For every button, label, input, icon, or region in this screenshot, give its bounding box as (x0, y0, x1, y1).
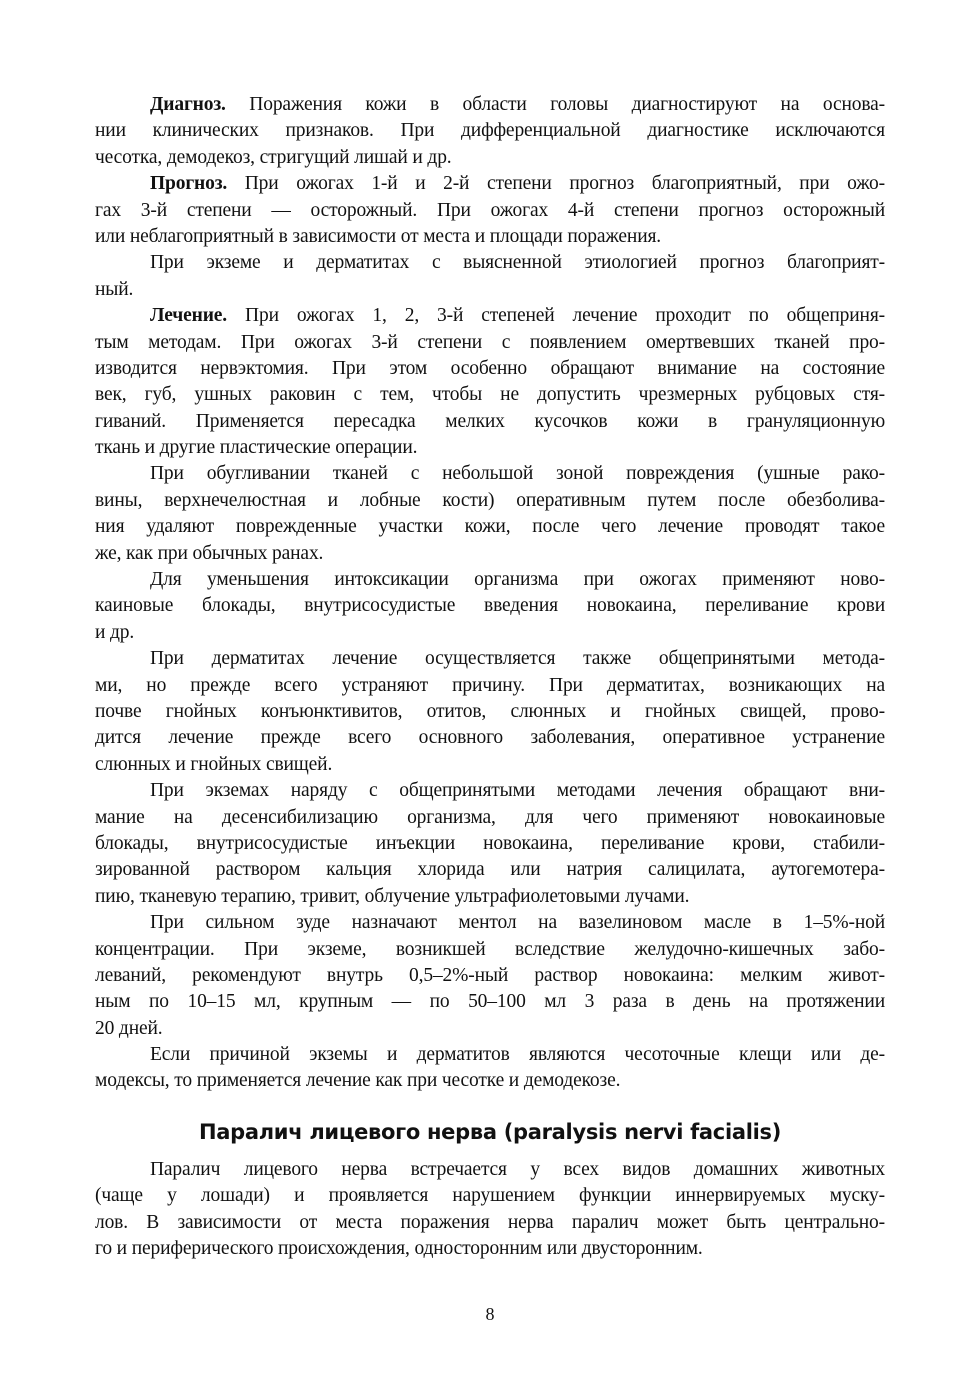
paragraph (95, 250, 885, 303)
line-text: модексы, то применяется лечение как при чесотке и демодекозе. (95, 1070, 621, 1092)
line-text: При ожогах 1-й и 2-й степени прогноз благоприятный, при ожо- (227, 173, 885, 195)
paragraph (95, 303, 885, 461)
text-line (95, 778, 885, 804)
line-text: дится лечение прежде всего основного заболевания, оперативное устранение (95, 727, 885, 749)
document-page (95, 92, 885, 1262)
line-text: 20 дней. (95, 1017, 163, 1039)
text-line (95, 1210, 885, 1236)
line-text: изводится нервэктомия. При этом особенно обращают внимание на состояние (95, 357, 885, 379)
text-line (95, 857, 885, 883)
page-number: 8 (485, 1304, 495, 1324)
text-line (95, 805, 885, 831)
text-line (95, 910, 885, 936)
line-text: леваний, рекомендуют внутрь 0,5–2%-ный раствор новокаина: мелким живот- (95, 964, 885, 986)
line-text: чесотка, демодекоз, стригущий лишай и др. (95, 146, 452, 168)
line-text: При экземе и дерматитах с выясненной этиологией прогноз благоприят- (150, 252, 885, 274)
text-line (95, 145, 885, 171)
text-line (95, 1236, 885, 1262)
text-line (95, 699, 885, 725)
line-text: ткань и другие пластические операции. (95, 437, 418, 459)
line-text: вины, верхнечелюстная и лобные кости) оперативным путем после обезболива- (95, 489, 885, 511)
text-line (95, 567, 885, 593)
text-line (95, 92, 885, 118)
paragraph (95, 1042, 885, 1095)
line-text: тым методам. При ожогах 3-й степени с появлением омертвевших тканей про- (95, 331, 885, 353)
text-line (95, 198, 885, 224)
line-text: ми, но прежде всего устраняют причину. При дерматитах, возникающих на (95, 674, 885, 696)
line-text: го и периферического происхождения, односторонним или двусторонним. (95, 1238, 703, 1260)
text-line (95, 1183, 885, 1209)
line-text: мание на десенсибилизацию организма, для чего применяют новокаиновые (95, 806, 885, 828)
line-text: каиновые блокады, внутрисосудистые введения новокаина, переливание крови (95, 595, 885, 617)
text-line (95, 1042, 885, 1068)
text-line (95, 646, 885, 672)
line-text: лов. В зависимости от места поражения нерва паралич может быть центрально- (95, 1211, 885, 1233)
text-line (95, 1016, 885, 1042)
line-text: или неблагоприятный в зависимости от места и площади поражения. (95, 225, 662, 247)
text-line (95, 461, 885, 487)
paragraph (95, 1157, 885, 1263)
text-line (95, 752, 885, 778)
line-text: ный. (95, 278, 134, 300)
text-line (95, 514, 885, 540)
line-text: При экземах наряду с общепринятыми методами лечения обращают вни- (150, 780, 885, 802)
line-text: концентрации. При экземе, возникшей вследствие желудочно-кишечных забо- (95, 938, 885, 960)
text-line (95, 593, 885, 619)
line-text: почве гнойных конъюнктивитов, отитов, слюнных и гнойных свищей, прово- (95, 700, 885, 722)
paragraph (95, 92, 885, 171)
text-line (95, 673, 885, 699)
text-line (95, 725, 885, 751)
line-text: Для уменьшения интоксикации организма при ожогах применяют ново- (150, 569, 885, 591)
text-line (95, 356, 885, 382)
line-text: При ожогах 1, 2, 3-й степеней лечение проходит по общеприня- (227, 305, 885, 327)
line-text: гах 3-й степени — осторожный. При ожогах 4-й степени прогноз осторожный (95, 199, 885, 221)
line-text: Паралич лицевого нерва встречается у всех видов домашних животных (150, 1158, 885, 1180)
paragraph (95, 646, 885, 778)
text-line (95, 303, 885, 329)
body-text-section-2 (95, 1157, 885, 1263)
line-text: слюнных и гнойных свищей. (95, 753, 333, 775)
text-line (95, 382, 885, 408)
text-line (95, 118, 885, 144)
line-text: При обугливании тканей с небольшой зоной повреждения (ушные рако- (150, 463, 885, 485)
text-line (95, 409, 885, 435)
text-line (95, 1068, 885, 1094)
line-text: же, как при обычных ранах. (95, 542, 324, 564)
text-line (95, 488, 885, 514)
text-line (95, 541, 885, 567)
line-text: ния удаляют поврежденные участки кожи, после чего лечение проводят такое (95, 516, 885, 538)
paragraph (95, 171, 885, 250)
text-line (95, 989, 885, 1015)
text-line (95, 620, 885, 646)
text-line (95, 435, 885, 461)
line-text: век, губ, ушных раковин с тем, чтобы не допустить чрезмерных рубцовых стя- (95, 384, 885, 406)
text-line (95, 171, 885, 197)
text-line (95, 277, 885, 303)
line-text: зированной раствором кальция хлорида или натрия салицилата, аутогемотера- (95, 859, 885, 881)
line-text: блокады, внутрисосудистые инъекции новокаина, переливание крови, стабили- (95, 832, 885, 854)
text-line (95, 884, 885, 910)
section-heading: Паралич лицевого нерва (paralysis nervi facialis) (198, 1119, 782, 1144)
paragraph (95, 778, 885, 910)
paragraph (95, 910, 885, 1042)
line-text: нии клинических признаков. При дифференциальной диагностике исключаются (95, 120, 885, 142)
line-text: При дерматитах лечение осуществляется также общепринятыми метода- (150, 648, 885, 670)
paragraph-lead: Диагноз. (150, 94, 226, 115)
paragraph-lead: Лечение. (150, 305, 228, 327)
text-line (95, 224, 885, 250)
text-line (95, 250, 885, 276)
body-text-section (95, 92, 885, 1095)
text-line (95, 1157, 885, 1183)
paragraph (95, 461, 885, 567)
line-text: При сильном зуде назначают ментол на вазелиновом масле в 1–5%-ной (150, 912, 885, 934)
text-line (95, 963, 885, 989)
line-text: ным по 10–15 мл, крупным — по 50–100 мл 3 раза в день на протяжении (95, 991, 885, 1013)
paragraph-lead: Прогноз. (150, 173, 228, 195)
line-text: Поражения кожи в области головы диагностируют на основа- (225, 94, 885, 115)
line-text: пию, тканевую терапию, тривит, облучение ультрафиолетовыми лучами. (95, 885, 690, 907)
text-line (95, 831, 885, 857)
line-text: и др. (95, 621, 135, 643)
text-line (95, 937, 885, 963)
line-text: Если причиной экземы и дерматитов являются чесоточные клещи или де- (150, 1044, 885, 1066)
line-text: гиваний. Применяется пересадка мелких кусочков кожи в грануляционную (95, 410, 885, 432)
text-line (95, 330, 885, 356)
paragraph (95, 567, 885, 646)
line-text: (чаще у лошади) и проявляется нарушением функции иннервируемых муску- (95, 1185, 885, 1207)
